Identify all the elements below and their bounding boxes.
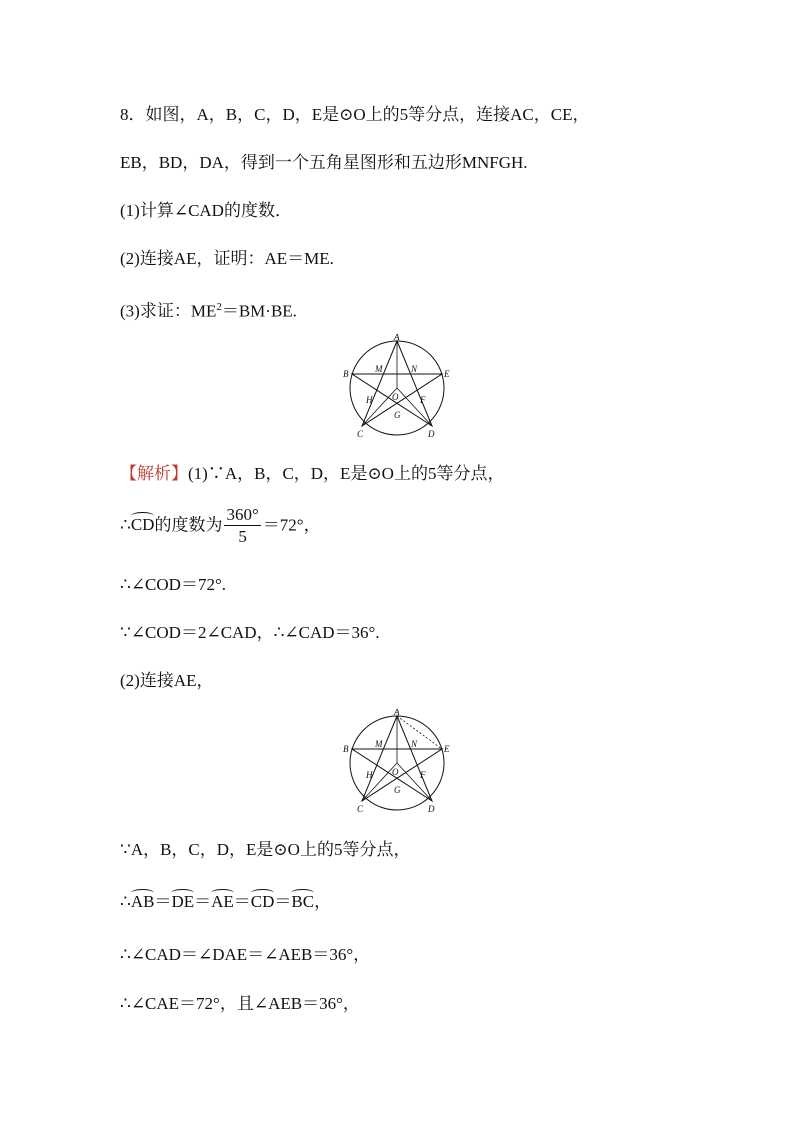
- eq-1: ＝: [154, 892, 172, 911]
- solution-line-2: [120, 505, 321, 548]
- s7-post: ，: [314, 892, 332, 911]
- pentagram-figure-2: [340, 709, 455, 819]
- fraction-numerator: 360°: [226, 505, 259, 524]
- label-E: E: [444, 369, 450, 379]
- arc-CD: CD: [130, 515, 155, 535]
- question-1: (1)计算∠CAD的度数．: [120, 201, 292, 220]
- label-D-2: D: [428, 804, 435, 814]
- arc-AE: AE: [211, 892, 234, 911]
- s7-pre: ∴: [120, 892, 131, 911]
- label-B: B: [343, 369, 349, 379]
- problem-line-2: EB，BD，DA，得到一个五角星图形和五边形MNFGH.: [120, 153, 528, 172]
- q3-pre: (3)求证：ME: [120, 301, 217, 321]
- arc-BC: BC: [291, 892, 315, 911]
- label-C-2: C: [357, 804, 364, 814]
- problem-line-1: 8．如图，A，B，C，D，E是⊙O上的5等分点，连接AC，CE，: [120, 105, 590, 124]
- solution-line-5: (2)连接AE，: [120, 671, 214, 690]
- label-G: G: [394, 410, 401, 420]
- label-D: D: [428, 429, 435, 439]
- label-M: M: [375, 364, 383, 374]
- s2-mid: 的度数为: [154, 515, 223, 535]
- label-G-2: G: [394, 785, 401, 795]
- label-O-2: O: [392, 767, 399, 777]
- label-C: C: [357, 429, 364, 439]
- question-2: (2)连接AE，证明：AE＝ME.: [120, 249, 334, 268]
- solution-line-9: ∴∠CAE＝72°，且∠AEB＝36°，: [120, 994, 360, 1013]
- solution-line-3: ∴∠COD＝72°.: [120, 575, 227, 594]
- arc-AB: AB: [130, 892, 155, 911]
- label-H-2: H: [366, 770, 373, 780]
- q3-post: ＝BM·BE.: [221, 301, 297, 321]
- label-H: H: [366, 395, 373, 405]
- label-E-2: E: [444, 744, 450, 754]
- eq-4: ＝: [274, 892, 292, 911]
- label-M-2: M: [375, 739, 383, 749]
- solution-line-4: ∵∠COD＝2∠CAD，∴∠CAD＝36°.: [120, 623, 380, 642]
- label-N: N: [411, 364, 418, 374]
- eq-2: ＝: [194, 892, 212, 911]
- label-F-2: F: [420, 770, 426, 780]
- solution-line-7: [120, 891, 331, 913]
- fraction: [224, 505, 260, 548]
- eq-3: ＝: [233, 892, 251, 911]
- label-N-2: N: [411, 739, 418, 749]
- s2-pre: ∴: [120, 515, 131, 535]
- arc-DE: DE: [171, 892, 195, 911]
- label-B-2: B: [343, 744, 349, 754]
- fraction-denominator: 5: [238, 527, 247, 546]
- q3-sup: 2: [216, 301, 222, 313]
- arc-CD-2: CD: [250, 892, 275, 911]
- solution-tag: 【解析】: [120, 464, 188, 483]
- solution-line-1: [120, 463, 504, 485]
- label-A: A: [394, 334, 400, 342]
- label-F: F: [420, 395, 426, 405]
- solution-line-6: ∵A，B，C，D，E是⊙O上的5等分点，: [120, 840, 411, 859]
- pentagram-figure-1: [340, 334, 455, 444]
- s2-post: ＝72°，: [262, 515, 321, 535]
- solution-line-8: ∴∠CAD＝∠DAE＝∠AEB＝36°，: [120, 945, 371, 964]
- question-3: [120, 296, 297, 323]
- solution-s1: (1)∵A，B，C，D，E是⊙O上的5等分点，: [188, 464, 505, 483]
- label-O: O: [392, 392, 399, 402]
- label-A-2: A: [394, 709, 400, 717]
